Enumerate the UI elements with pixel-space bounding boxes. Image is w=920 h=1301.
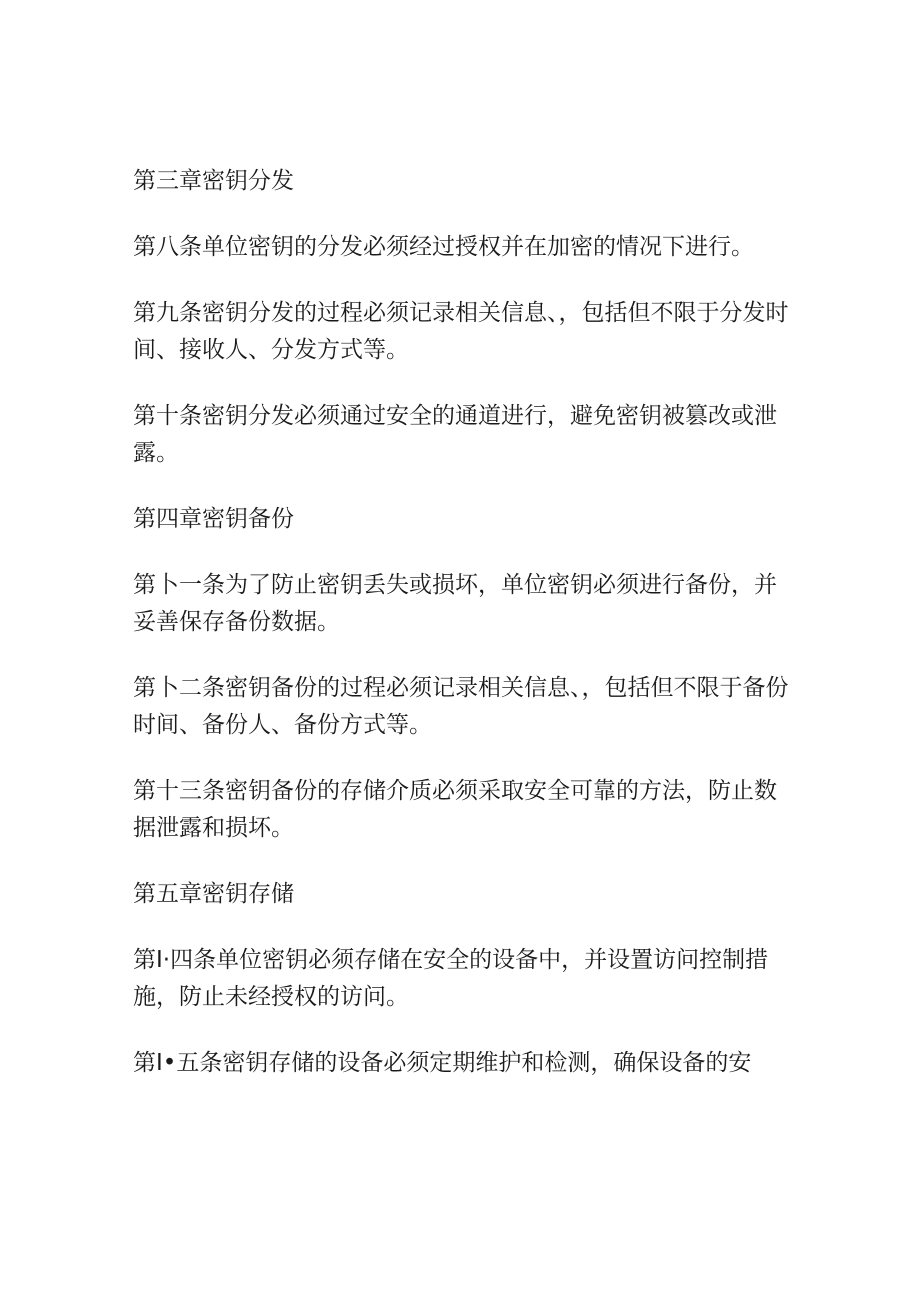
article-paragraph: 第十三条密钥备份的存储介质必须采取安全可靠的方法，防止数据泄露和损坏。 <box>133 778 777 841</box>
chapter-heading: 第四章密钥备份 <box>133 506 294 532</box>
article-paragraph: 第九条密钥分发的过程必须记录相关信息、，包括但不限于分发时间、接收人、分发方式等。 <box>133 300 789 363</box>
article-paragraph: 第卜一条为了防止密钥丢失或损坏，单位密钥必须进行备份，并妥善保存备份数据。 <box>133 572 777 635</box>
article-paragraph: 第八条单位密钥的分发必须经过授权并在加密的情况下进行。 <box>133 234 754 260</box>
article-paragraph: 第卜二条密钥备份的过程必须记录相关信息、，包括但不限于备份时间、备份人、备份方式等。 <box>133 675 789 738</box>
article-paragraph: 第I·四条单位密钥必须存储在安全的设备中，并设置访问控制措施，防止未经授权的访问。 <box>133 947 769 1010</box>
article-paragraph: 第I•五条密钥存储的设备必须定期维护和检测，确保设备的安 <box>133 1050 752 1076</box>
article-paragraph: 第十条密钥分发必须通过安全的通道进行，避免密钥被篡改或泄露。 <box>133 403 777 466</box>
document-body <box>133 163 793 1111</box>
chapter-heading: 第三章密钥分发 <box>133 168 294 194</box>
chapter-heading: 第五章密钥存储 <box>133 881 294 907</box>
